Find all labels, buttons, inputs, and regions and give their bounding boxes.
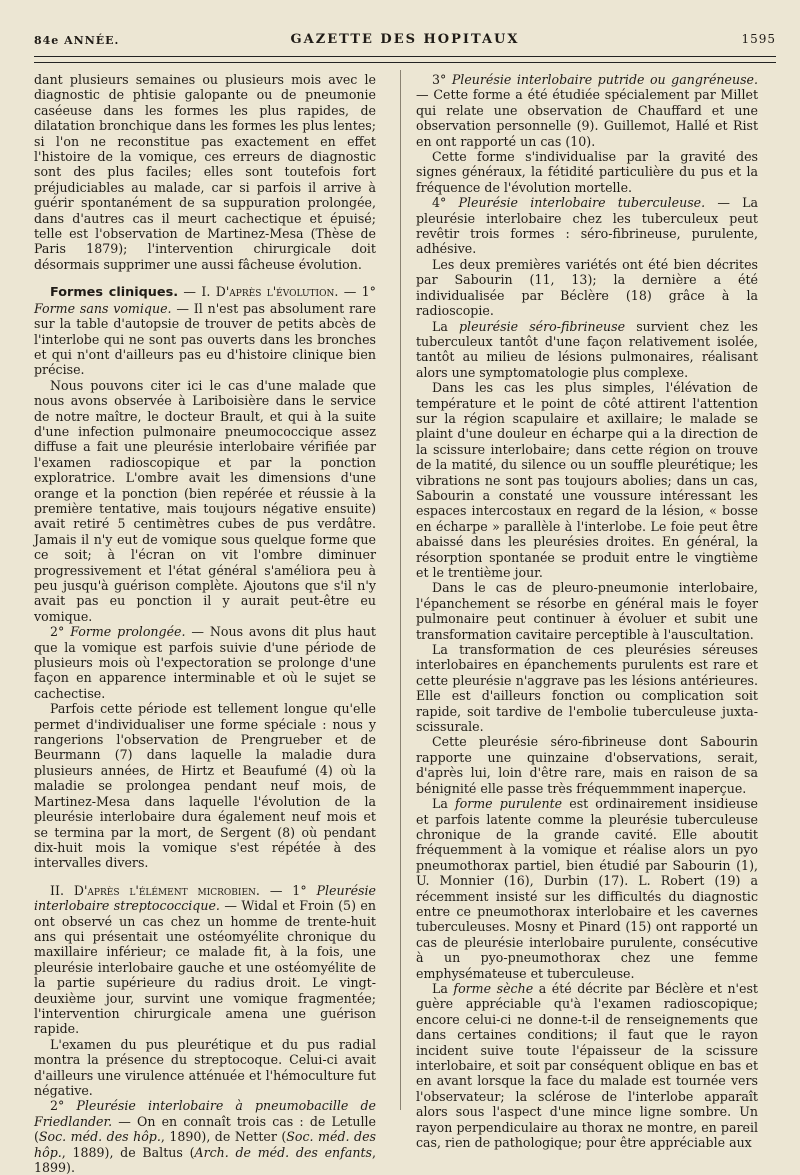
item-text: , 1890), de Netter ( — [160, 1129, 287, 1145]
section-heading: Formes cliniques. — [50, 285, 179, 301]
item-title: Forme sans vomique. — [34, 300, 172, 316]
tuberculeuse-paragraph — [416, 195, 758, 257]
dash: — — [338, 284, 362, 300]
putride-paragraph — [416, 72, 758, 149]
term: forme sèche — [453, 980, 534, 996]
header-year: 84e ANNÉE. — [34, 34, 120, 47]
left-column — [34, 72, 376, 1175]
paragraph: L'examen du pus pleurétique et du pus radial montra la présence du streptocoque. Celui-ci avait d'ailleurs une virulence atténuée et l'hémoculture fut négative. — [34, 1036, 376, 1098]
friedlander-paragraph — [34, 1098, 376, 1175]
element-microbien-paragraph — [34, 883, 376, 1037]
paragraph: Les deux premières variétés ont été bien décrites par Sabourin (11, 13); la dernière a été individualisée par Béclère (18) grâce à la radioscopie. — [416, 256, 758, 319]
header-rule-bottom — [34, 62, 776, 63]
forme-prolongee-paragraph — [34, 624, 376, 701]
item-text: est ordinairement insidieuse et parfois latente comme la pleurésie tuberculeuse chronique de la grande cavité. Elle aboutit fréquemment à la vomique et réalise alors un pyo pneumothorax partiel, bien étudié par Sabourin (1), U. Monnier (16), Durbin (17). L. Robert (19) a récemment insisté sur les difficultés du diagnostic entre ce pneumothorax interlobaire et les cavernes tuberculeuses. Mosny et Pinard (15) ont rapporté un cas de pleurésie interlobaire purulente, consécutive à un pyo-pneumothorax chez une femme emphysémateuse et tuberculeuse. — [416, 796, 758, 981]
reference: Soc. méd. des hôp. — [38, 1129, 161, 1145]
header-rule-top — [34, 56, 776, 57]
subsection-heading: D'après l'élément microbien. — [73, 882, 260, 898]
item-text: , 1889), de Baltus ( — [61, 1144, 195, 1160]
paragraph: Parfois cette période est tellement longue qu'elle permet d'individualiser une forme spéciale : nous y rangerions l'observation de Prengrueber et de Beurmann (7) dans laquelle la maladie dura plusieurs années, de Hirtz et Beaufumé (4) où la maladie se prolongea pendant neuf mois, de Martinez-Mesa dans laquelle l'évolution de la pleurésie interlobaire dura également neuf mois et se termina par la mort, de Sergent (8) où pendant dix-huit mois la vomique s'est répétée à des intervalles divers. — [34, 701, 376, 871]
item-number: 3° — [432, 72, 452, 87]
column-divider — [400, 70, 401, 1110]
item-text: survient chez les tuberculeux tantôt d'une façon relativement isolée, tantôt au milieu de lésions pulmonaires, réalisant alors une symptomatologie plus complexe. — [416, 318, 759, 380]
dash: — 1° — [259, 882, 317, 898]
seche-paragraph — [416, 981, 758, 1150]
reference: Soc. méd. des hôp. — [34, 1129, 376, 1160]
paragraph: dant plusieurs semaines ou plusieurs mois avec le diagnostic de phtisie galopante ou de pneumonie caséeuse dans les formes les plus rapides, de dilatation bronchique dans les formes les plus lentes; si l'on ne reconstitue pas exactement en effet l'histoire de la vomique, ces erreurs de diagnostic sont des plus faciles; elles sont toutefois fort préjudiciables au malade, car si parfois il arrive à guérir spontanément de sa suppuration prolongée, dans d'autres cas il meurt cachectique et épuisé; telle est l'observation de Martinez-Mesa (Thèse de Paris 1879); l'intervention chirurgicale doit désormais supprimer une aussi fâcheuse évolution. — [34, 72, 376, 272]
dash: — I. — [178, 284, 216, 300]
item-text: — Nous avons dit plus haut que la vomique est parfois suivie d'une période de plusieurs mois où l'expectoration se prolonge d'une façon en apparence interminable et où le sujet se cachectise. — [34, 624, 376, 701]
item-text: — Cette forme a été étudiée spécialement par Millet qui relate une observation de Chauffard et une observation personnelle (9). Guillemot, Hallé et Rist en ont rapporté un cas (10). — [416, 87, 758, 149]
item-number: II. — [50, 882, 74, 898]
header-title: GAZETTE DES HOPITAUX — [290, 32, 520, 47]
paragraph: Dans le cas de pleuro-pneumonie interlobaire, l'épanchement se résorbe en général mais le foyer pulmonaire peut continuer à évoluer et subit une transformation cavitaire perceptible à l'auscultation. — [416, 580, 758, 642]
item-text: — Il n'est pas absolument rare sur la table d'autopsie de trouver de petits abcès de l'interlobe qui ne sont pas ouverts dans les bronches et qui n'ont d'ailleurs pas eu d'histoire clinique bien précise. — [34, 300, 376, 378]
item-text: — La pleurésie interlobaire chez les tuberculeux peut revêtir trois formes : séro-fibrineuse, purulente, adhésive. — [416, 195, 758, 257]
item-text: La — [432, 796, 455, 812]
term: pleurésie séro-fibrineuse — [459, 318, 626, 334]
formes-cliniques-paragraph — [34, 284, 376, 377]
page-header — [34, 30, 776, 52]
item-number: 2° — [50, 624, 71, 640]
paragraph: Cette forme s'individualise par la gravité des signes généraux, la fétidité particulière du pus et la fréquence de l'évolution mortelle. — [416, 149, 758, 195]
item-text: — Widal et Froin (5) en ont observé un cas chez un homme de trente-huit ans qui présentait une ostéomyélite chronique du maxillaire inférieur; ce malade fit, à la fois, une pleurésie interlobaire gauche et une ostéomyélite de la partie supérieure du radius droit. Le vingt-deuxième jour, survint une vomique fragmentée; l'intervention chirurgicale amena une guérison rapide. — [34, 898, 376, 1037]
item-number: 1° — [361, 284, 376, 300]
item-text: — On en connaît trois cas : de Letulle ( — [34, 1113, 376, 1145]
paragraph: La transformation de ces pleurésies séreuses interlobaires en épanchements purulents est rare et cette pleurésie n'aggrave pas les lésions antérieures. Elle est d'ailleurs fonction ou complication soit rapide, soit tardive de l'embolie tuberculeuse juxta-scissurale. — [416, 642, 758, 735]
term: forme purulente — [454, 796, 563, 812]
page-number: 1595 — [741, 32, 776, 46]
item-text: , 1899). — [34, 1144, 376, 1175]
sero-fibrineuse-paragraph — [416, 319, 758, 381]
item-text: La — [432, 318, 459, 334]
paragraph: Nous pouvons citer ici le cas d'une malade que nous avons observée à Lariboisière dans le service de notre maître, le docteur Brault, et qui à la suite d'une infection pulmonaire pneumococcique assez diffuse a fait une pleurésie interlobaire vérifiée par l'examen radioscopique et par la ponction exploratrice. L'ombre avait les dimensions d'une orange et la ponction (bien repérée et réussie à la première tentative, mais toujours négative ensuite) avait retiré 5 centimètres cubes de pus verdâtre. Jamais il n'y eut de vomique sous quelque forme que ce soit; à l'écran on vit l'ombre diminuer progressivement et l'état général s'améliora peu à peu jusqu'à guérison complète. Ajoutons que s'il n'y avait pas eu ponction il y aurait peut-être eu vomique. — [34, 377, 376, 624]
purulente-paragraph — [416, 796, 758, 981]
reference: Arch. de méd. des enfants — [194, 1144, 372, 1160]
item-number: 2° — [50, 1098, 77, 1114]
right-column — [416, 72, 758, 1150]
subsection-heading: D'après l'évolution. — [215, 284, 339, 300]
paragraph: Cette pleurésie séro-fibrineuse dont Sabourin rapporte une quinzaine d'observations, serait, d'après lui, loin d'être rare, mais en raison de sa bénignité elle passe très fréquemmment inaperçue. — [416, 734, 758, 796]
item-title: Pleurésie interlobaire streptococcique. — [34, 882, 376, 914]
item-title: Pleurésie interlobaire tuberculeuse. — [458, 195, 706, 211]
item-title: Forme prolongée. — [70, 624, 186, 640]
item-number: 4° — [432, 195, 459, 211]
item-text: La — [432, 980, 454, 996]
item-text: a été décrite par Béclère et n'est guère appréciable qu'à l'examen radioscopique; encore celui-ci ne donne-t-il de renseignements que dans certaines conditions; il faut que le rayon incident suive toute l'épaisseur de la scissure interlobaire, et soit par conséquent oblique en bas et en avant lorsque la face du malade est tournée vers l'observateur; la sclérose de l'interlobe apparaît alors sous l'aspect d'une mince ligne sombre. Un rayon perpendiculaire au thorax ne montre, en pareil cas, rien de pathologique; pour être appréciable aux — [416, 980, 758, 1151]
paragraph: Dans les cas les plus simples, l'élévation de température et le point de côté attirent l'attention sur la région scapulaire et axillaire; le malade se plaint d'une douleur en écharpe qui a la direction de la scissure interlobaire; dans cette région on trouve de la matité, du silence ou un souffle pleurétique; les vibrations ne sont pas toujours abolies; dans un cas, Sabourin a constaté une voussure intéressant les espaces intercostaux en regard de la lésion, « bosse en écharpe » parallèle à l'interlobe. Le foie peut être abaissé dans les pleurésies droites. En général, la résorption spontanée se produit entre le vingtième et le trentième jour. — [416, 380, 758, 580]
item-title: Pleurésie interlobaire putride ou gangréneuse. — [451, 72, 758, 87]
item-title: Pleurésie interlobaire à pneumobacille de Friedlander. — [34, 1098, 376, 1129]
